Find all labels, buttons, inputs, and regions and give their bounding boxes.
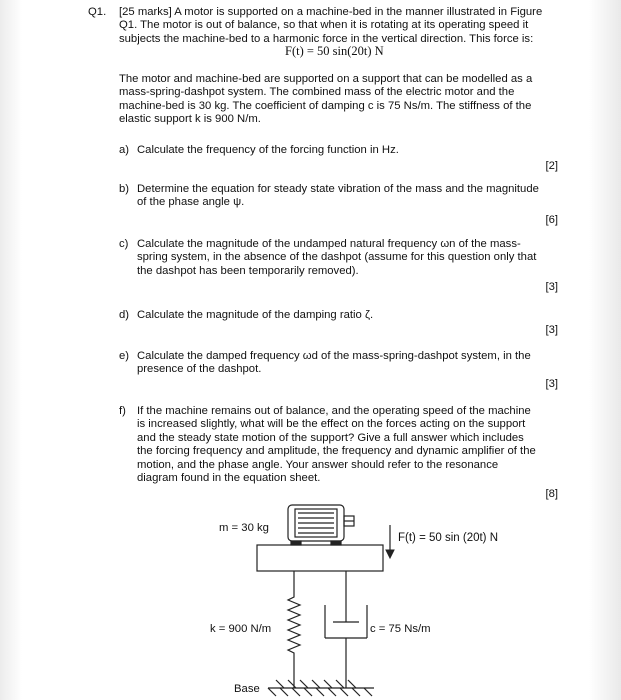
part-line: and the steady state motion of the support? Give a full answer which includes: [137, 431, 524, 444]
part-line: the forcing frequency and amplitude, the frequency and dynamic amplifier of the: [137, 445, 536, 458]
damper-label: c = 75 Ns/m: [370, 623, 431, 635]
force-arrow-icon: [386, 525, 394, 558]
part-line: Calculate the frequency of the forcing function in Hz.: [137, 144, 399, 156]
part-line: motion, and the phase angle. Your answer should refer to the resonance: [137, 458, 499, 471]
part-line: Determine the equation for steady state vibration of the mass and the magnitude: [137, 183, 539, 195]
part-a-letter: a): [119, 144, 130, 156]
mass-label: m = 30 kg: [219, 522, 269, 534]
part-e-letter: e): [119, 350, 130, 362]
part-d-letter: d): [119, 309, 130, 321]
force-equation: F(t) = 50 sin(20t) N: [285, 44, 384, 58]
part-f-letter: f): [119, 405, 126, 417]
base-label: Base: [234, 683, 260, 695]
dashpot-icon: [325, 571, 367, 688]
part-line: spring system, in the absence of the dashpot (assume for this question only that: [137, 251, 537, 264]
part-e-marks: [3]: [545, 378, 558, 390]
part-line: Calculate the damped frequency ωd of the mass-spring-dashpot system, in the: [137, 350, 531, 362]
model-line: mass-spring-dashpot system. The combined mass of the electric motor and the: [119, 86, 515, 99]
part-line: Calculate the magnitude of the undamped natural frequency ωn of the mass-: [137, 238, 521, 250]
part-line: the dashpot has been temporarily removed).: [137, 264, 359, 277]
force-label: F(t) = 50 sin (20t) N: [398, 532, 499, 544]
part-b-letter: b): [119, 183, 130, 195]
part-c-marks: [3]: [545, 281, 558, 293]
part-line: diagram found in the equation sheet.: [137, 472, 321, 485]
part-line: is increased slightly, what will be the effect on the forces acting on the support: [137, 418, 526, 431]
intro-line: [25 marks] A motor is supported on a machine-bed in the manner illustrated in Figure: [119, 6, 543, 18]
part-line: presence of the dashpot.: [137, 363, 262, 376]
spring-icon: [288, 571, 300, 688]
part-c-letter: c): [119, 238, 129, 250]
base-ground-icon: [268, 680, 374, 696]
model-line: The motor and machine-bed are supported on a support that can be modelled as a: [119, 73, 533, 85]
motor-icon: [288, 505, 354, 545]
model-line: machine-bed is 30 kg. The coefficient of damping c is 75 Ns/m. The stiffness of the: [119, 99, 532, 112]
intro-line: Q1. The motor is out of balance, so that when it is rotating at its operating speed it: [119, 19, 529, 32]
part-line: Calculate the magnitude of the damping ratio ζ.: [137, 309, 374, 321]
part-a-marks: [2]: [545, 160, 558, 172]
part-line: of the phase angle ψ.: [137, 196, 245, 209]
question-number: Q1.: [88, 6, 107, 18]
part-d-marks: [3]: [545, 324, 558, 336]
intro-line: subjects the machine-bed to a harmonic force in the vertical direction. This force is:: [119, 32, 534, 45]
part-b-marks: [6]: [545, 214, 558, 226]
machine-bed: [257, 545, 383, 571]
part-line: If the machine remains out of balance, and the operating speed of the machine: [137, 405, 531, 417]
model-line: elastic support k is 900 N/m.: [119, 113, 261, 126]
part-f-marks: [8]: [545, 488, 558, 500]
spring-label: k = 900 N/m: [210, 623, 272, 635]
